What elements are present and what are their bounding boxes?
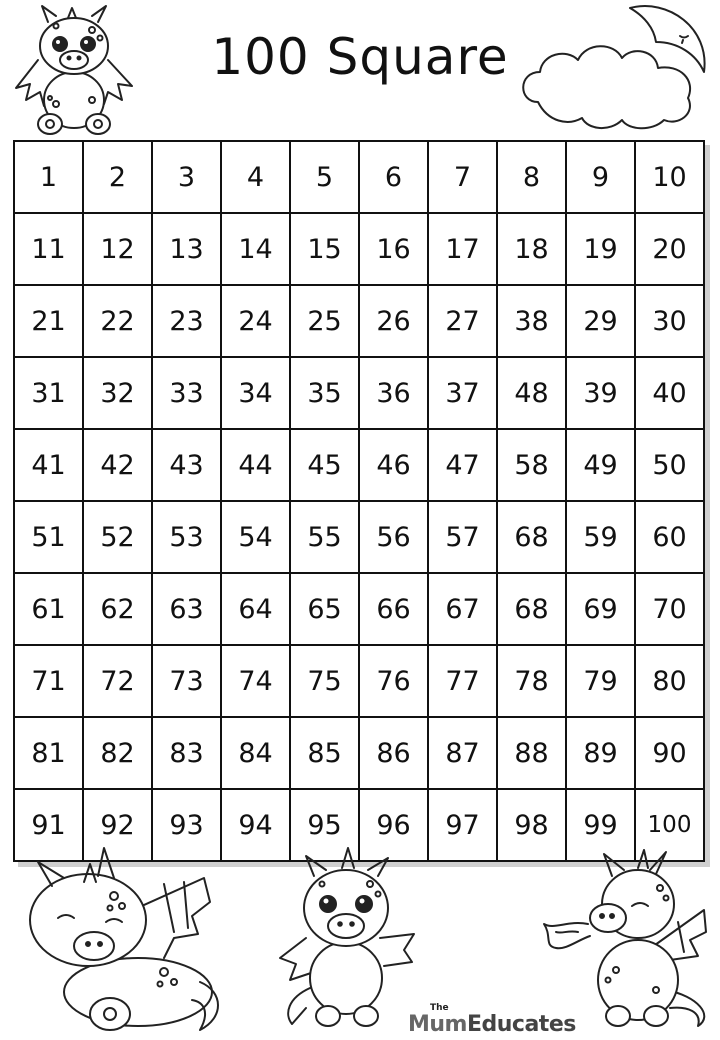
grid-row [14, 285, 704, 357]
grid-cell: 98 [497, 789, 566, 861]
grid-cell: 68 [497, 501, 566, 573]
grid-cell: 57 [428, 501, 497, 573]
grid-cell: 94 [221, 789, 290, 861]
grid-cell: 85 [290, 717, 359, 789]
grid-cell: 16 [359, 213, 428, 285]
grid-cell: 61 [14, 573, 83, 645]
dragon-sleeping-icon [14, 842, 224, 1038]
grid-cell: 76 [359, 645, 428, 717]
grid-cell: 30 [635, 285, 704, 357]
dragon-fire-icon [538, 840, 718, 1030]
grid-cell: 33 [152, 357, 221, 429]
logo-small-text: The [430, 1003, 449, 1013]
grid-cell: 19 [566, 213, 635, 285]
grid-cell: 81 [14, 717, 83, 789]
grid-cell: 7 [428, 141, 497, 213]
grid-cell: 20 [635, 213, 704, 285]
grid-cell: 73 [152, 645, 221, 717]
grid-cell: 95 [290, 789, 359, 861]
grid-cell: 86 [359, 717, 428, 789]
grid-cell: 42 [83, 429, 152, 501]
logo-part-1: Mum [408, 1012, 467, 1037]
grid-cell: 58 [497, 429, 566, 501]
grid-cell: 12 [83, 213, 152, 285]
grid-cell: 64 [221, 573, 290, 645]
hundred-square-grid [13, 140, 705, 862]
grid-cell: 18 [497, 213, 566, 285]
grid-cell: 78 [497, 645, 566, 717]
grid-row [14, 141, 704, 213]
grid-cell: 79 [566, 645, 635, 717]
grid-cell: 69 [566, 573, 635, 645]
grid-cell: 8 [497, 141, 566, 213]
grid-row [14, 573, 704, 645]
grid-cell: 80 [635, 645, 704, 717]
grid-cell: 90 [635, 717, 704, 789]
grid-cell: 3 [152, 141, 221, 213]
grid-cell: 36 [359, 357, 428, 429]
grid-cell: 65 [290, 573, 359, 645]
grid-cell: 77 [428, 645, 497, 717]
grid-cell: 35 [290, 357, 359, 429]
grid-cell: 56 [359, 501, 428, 573]
grid-cell: 27 [428, 285, 497, 357]
grid-row [14, 501, 704, 573]
grid-cell: 89 [566, 717, 635, 789]
grid-cell: 100 [635, 789, 704, 861]
grid-cell: 68 [497, 573, 566, 645]
grid-cell: 38 [497, 285, 566, 357]
number-table [13, 140, 705, 862]
grid-cell: 93 [152, 789, 221, 861]
grid-cell: 5 [290, 141, 359, 213]
grid-cell: 37 [428, 357, 497, 429]
grid-cell: 41 [14, 429, 83, 501]
grid-cell: 22 [83, 285, 152, 357]
grid-cell: 66 [359, 573, 428, 645]
grid-cell: 54 [221, 501, 290, 573]
grid-cell: 97 [428, 789, 497, 861]
grid-cell: 13 [152, 213, 221, 285]
grid-cell: 24 [221, 285, 290, 357]
grid-cell: 40 [635, 357, 704, 429]
grid-cell: 47 [428, 429, 497, 501]
moon-cloud-icon [518, 2, 718, 132]
grid-cell: 11 [14, 213, 83, 285]
grid-cell: 88 [497, 717, 566, 789]
grid-cell: 39 [566, 357, 635, 429]
grid-cell: 75 [290, 645, 359, 717]
grid-cell: 45 [290, 429, 359, 501]
grid-cell: 49 [566, 429, 635, 501]
grid-cell: 91 [14, 789, 83, 861]
grid-cell: 60 [635, 501, 704, 573]
grid-cell: 99 [566, 789, 635, 861]
grid-cell: 55 [290, 501, 359, 573]
grid-cell: 44 [221, 429, 290, 501]
grid-row [14, 645, 704, 717]
grid-cell: 51 [14, 501, 83, 573]
grid-cell: 84 [221, 717, 290, 789]
grid-cell: 92 [83, 789, 152, 861]
grid-cell: 32 [83, 357, 152, 429]
logo-part-2: Educates [466, 1012, 576, 1037]
grid-cell: 1 [14, 141, 83, 213]
grid-cell: 74 [221, 645, 290, 717]
grid-cell: 53 [152, 501, 221, 573]
grid-cell: 63 [152, 573, 221, 645]
grid-cell: 21 [14, 285, 83, 357]
grid-cell: 50 [635, 429, 704, 501]
grid-cell: 31 [14, 357, 83, 429]
grid-cell: 62 [83, 573, 152, 645]
grid-row [14, 357, 704, 429]
grid-cell: 82 [83, 717, 152, 789]
dragon-standing-icon [266, 838, 426, 1030]
grid-cell: 83 [152, 717, 221, 789]
grid-cell: 43 [152, 429, 221, 501]
grid-cell: 96 [359, 789, 428, 861]
grid-cell: 2 [83, 141, 152, 213]
logo-text [408, 1012, 576, 1037]
grid-cell: 4 [221, 141, 290, 213]
grid-cell: 70 [635, 573, 704, 645]
grid-cell: 25 [290, 285, 359, 357]
grid-cell: 72 [83, 645, 152, 717]
grid-row [14, 717, 704, 789]
grid-cell: 46 [359, 429, 428, 501]
grid-cell: 6 [359, 141, 428, 213]
grid-cell: 59 [566, 501, 635, 573]
grid-cell: 10 [635, 141, 704, 213]
grid-cell: 52 [83, 501, 152, 573]
grid-cell: 26 [359, 285, 428, 357]
grid-cell: 23 [152, 285, 221, 357]
grid-row [14, 213, 704, 285]
grid-cell: 14 [221, 213, 290, 285]
dragon-sitting-icon [8, 0, 138, 140]
brand-logo [408, 1003, 578, 1037]
grid-cell: 15 [290, 213, 359, 285]
grid-cell: 9 [566, 141, 635, 213]
grid-cell: 71 [14, 645, 83, 717]
grid-cell: 29 [566, 285, 635, 357]
grid-cell: 67 [428, 573, 497, 645]
page-title: 100 Square [211, 28, 509, 86]
grid-row [14, 429, 704, 501]
grid-cell: 48 [497, 357, 566, 429]
grid-cell: 17 [428, 213, 497, 285]
grid-cell: 87 [428, 717, 497, 789]
grid-cell: 34 [221, 357, 290, 429]
